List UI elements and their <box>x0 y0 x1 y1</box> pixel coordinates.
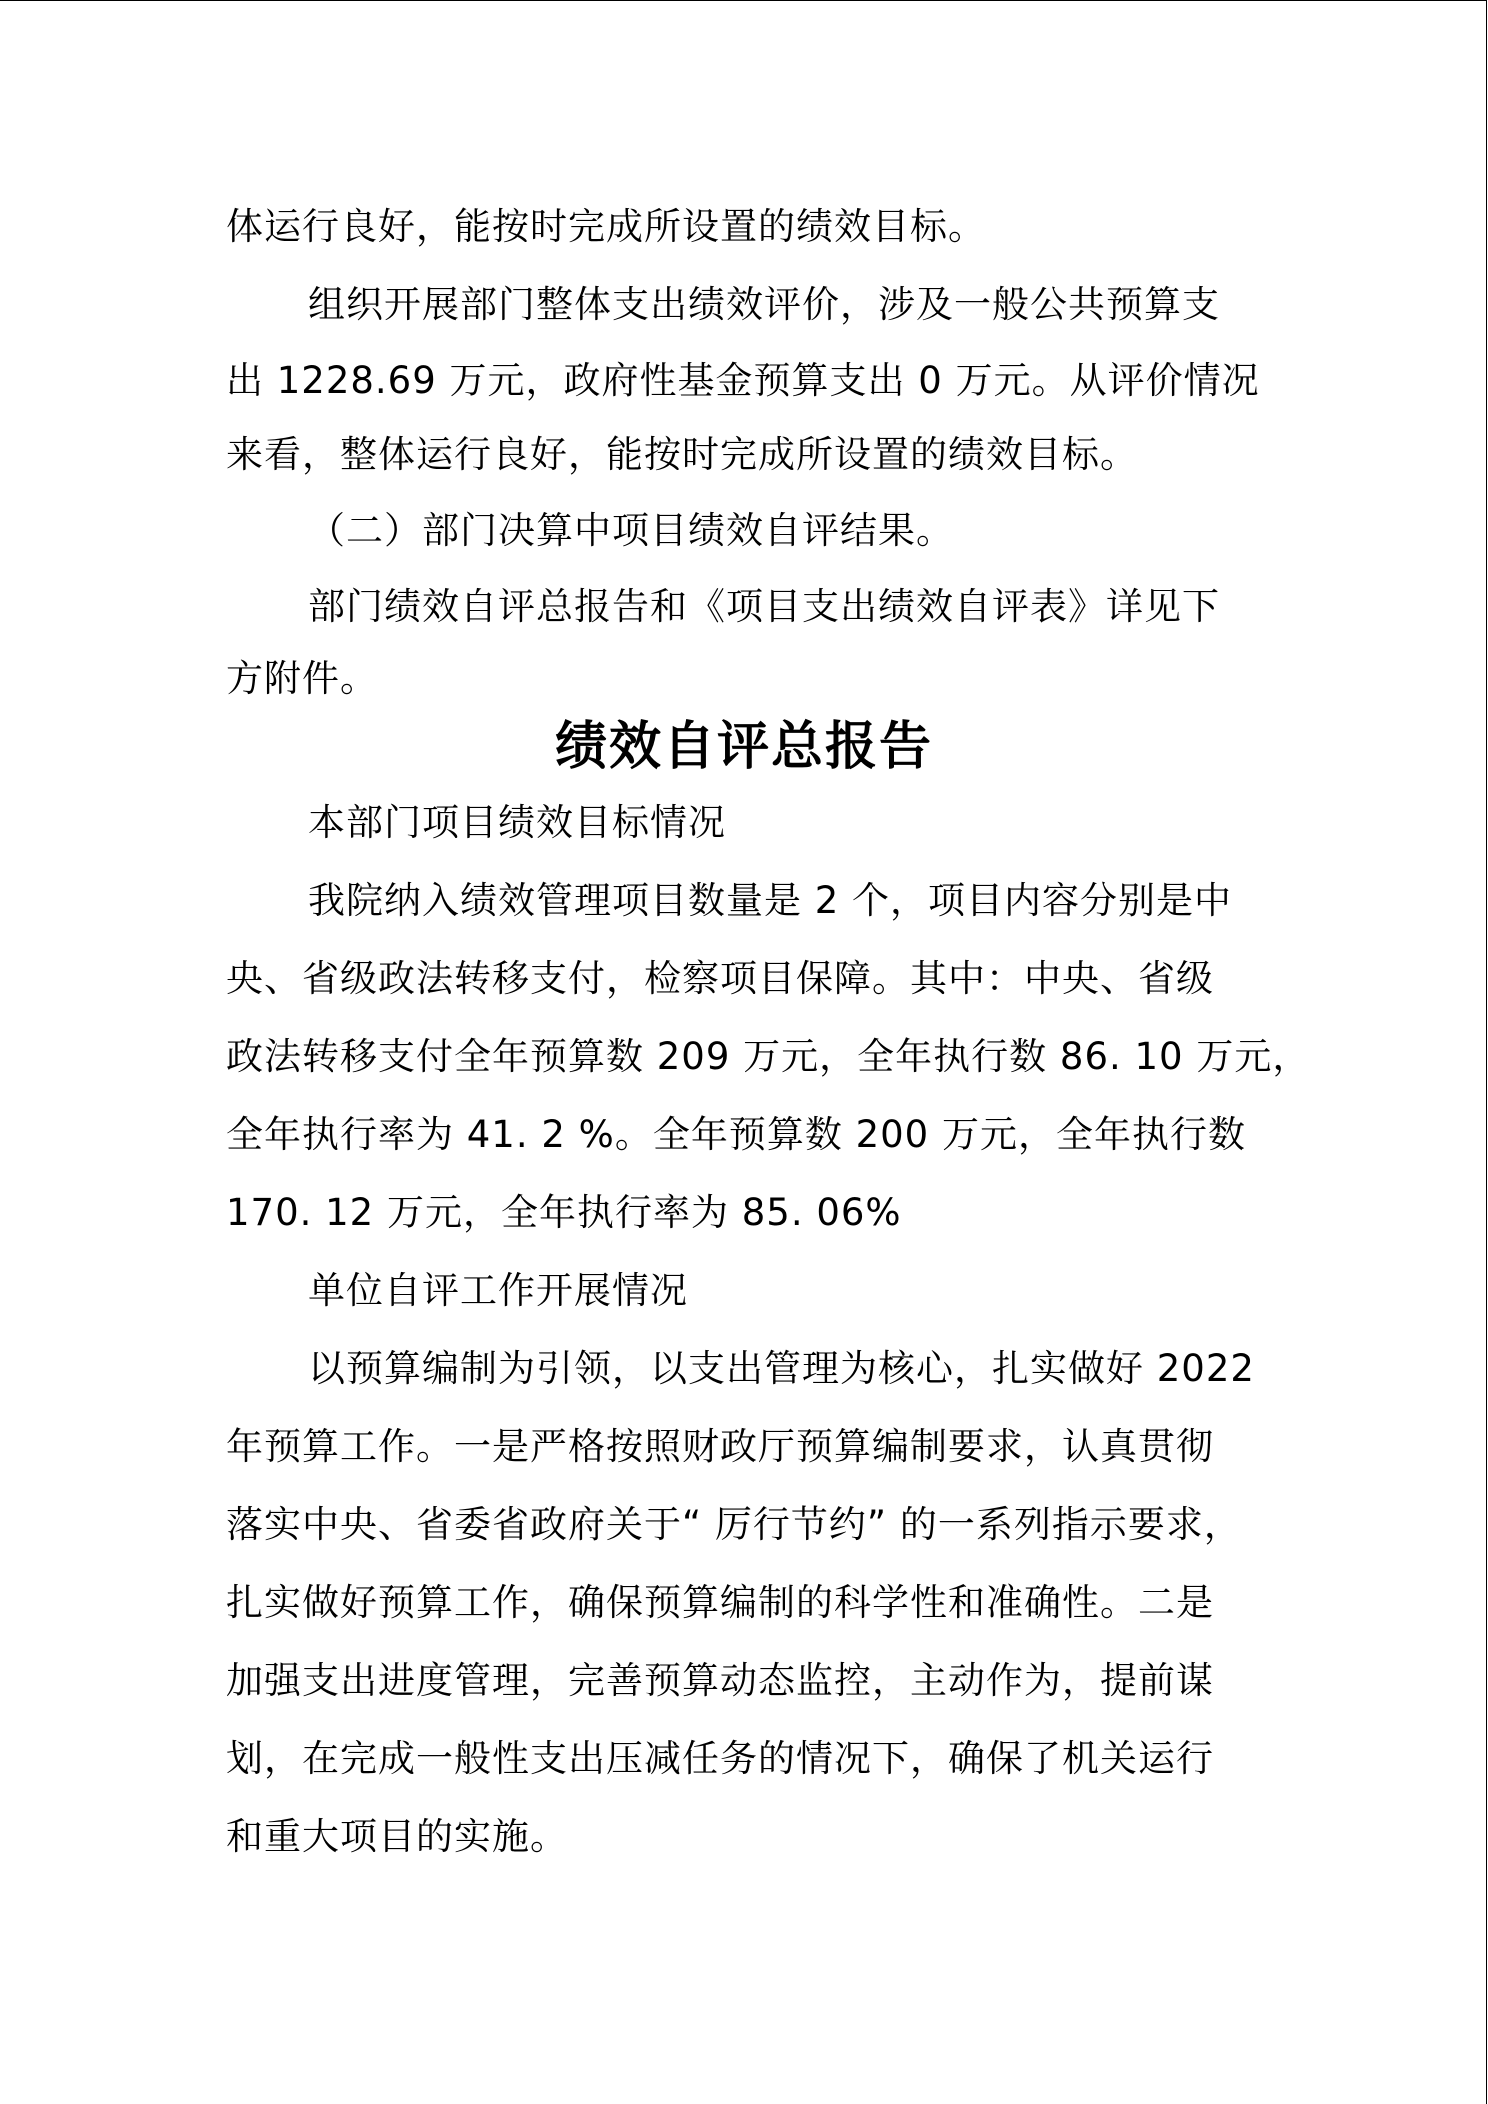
paragraph-line: 组织开展部门整体支出绩效评价，涉及一般公共预算支 <box>308 283 1220 326</box>
paragraph-line: 体运行良好，能按时完成所设置的绩效目标。 <box>226 205 986 248</box>
subsection-heading: 本部门项目绩效目标情况 <box>308 801 726 844</box>
paragraph-line: 和重大项目的实施。 <box>226 1815 568 1858</box>
paragraph-line: 来看，整体运行良好，能按时完成所设置的绩效目标。 <box>226 433 1138 476</box>
report-title: 绩效自评总报告 <box>554 717 933 777</box>
paragraph-line: 央、省级政法转移支付，检察项目保障。其中：中央、省级 <box>226 957 1214 1000</box>
paragraph-line: 政法转移支付全年预算数 209 万元，全年执行数 86. 10 万元， <box>226 1035 1311 1078</box>
paragraph-line: 落实中央、省委省政府关于“ 厉行节约” 的一系列指示要求， <box>226 1503 1242 1546</box>
paragraph-line: 年预算工作。一是严格按照财政厅预算编制要求，认真贯彻 <box>226 1425 1214 1468</box>
paragraph-line: 170. 12 万元，全年执行率为 85. 06% <box>226 1191 902 1234</box>
paragraph-line: 方附件。 <box>226 657 378 700</box>
section-heading: （二）部门决算中项目绩效自评结果。 <box>308 509 954 552</box>
paragraph-line: 部门绩效自评总报告和《项目支出绩效自评表》详见下 <box>308 585 1220 628</box>
paragraph-line: 加强支出进度管理，完善预算动态监控，主动作为，提前谋 <box>226 1659 1214 1702</box>
paragraph-line: 划，在完成一般性支出压减任务的情况下，确保了机关运行 <box>226 1737 1214 1780</box>
paragraph-line: 以预算编制为引领，以支出管理为核心，扎实做好 2022 <box>308 1347 1255 1390</box>
paragraph-line: 我院纳入绩效管理项目数量是 2 个，项目内容分别是中 <box>308 879 1233 922</box>
paragraph-line: 出 1228.69 万元，政府性基金预算支出 0 万元。从评价情况 <box>226 359 1260 402</box>
subsection-heading: 单位自评工作开展情况 <box>308 1269 688 1312</box>
paragraph-line: 扎实做好预算工作，确保预算编制的科学性和准确性。二是 <box>226 1581 1214 1624</box>
paragraph-line: 全年执行率为 41. 2 %。全年预算数 200 万元，全年执行数 <box>226 1113 1246 1156</box>
